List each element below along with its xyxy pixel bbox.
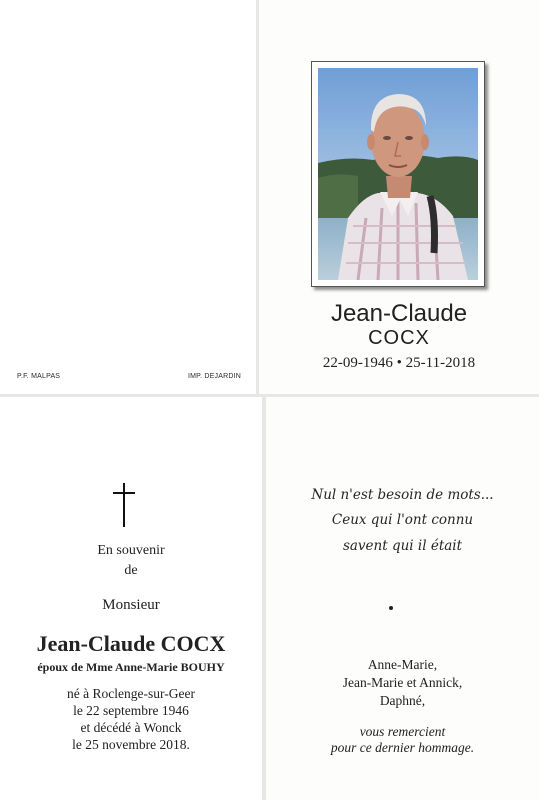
front-dates: 22-09-1946 • 25-11-2018 xyxy=(322,355,476,371)
separator-dot xyxy=(389,606,393,610)
front-first-name: Jean-Claude xyxy=(330,300,468,327)
honorific: Monsieur xyxy=(102,597,160,613)
front-last-name: COCX xyxy=(368,327,430,349)
card-back-panel xyxy=(0,0,256,394)
memorial-line-1: En souvenir xyxy=(97,543,165,558)
latin-cross-icon xyxy=(113,483,135,527)
death-place: et décédé à Wonck xyxy=(80,720,182,735)
thanks-line-2: pour ce dernier hommage. xyxy=(330,740,475,755)
verse-line-2: Ceux qui l'ont connu xyxy=(331,512,474,528)
portrait-frame xyxy=(311,61,485,287)
family-line-1: Anne-Marie, xyxy=(367,657,438,672)
deceased-full-name: Jean-Claude COCX xyxy=(36,631,226,656)
death-date: le 25 novembre 2018. xyxy=(72,737,190,752)
thanks-line-1: vous remercient xyxy=(359,724,446,739)
birth-date: le 22 septembre 1946 xyxy=(73,703,189,718)
family-line-2: Jean-Marie et Annick, xyxy=(342,675,463,690)
printer-credit: IMP. DEJARDIN xyxy=(188,373,242,380)
family-line-3: Daphné, xyxy=(379,693,426,708)
birth-place: né à Roclenge-sur-Geer xyxy=(67,686,195,701)
spouse-line: époux de Mme Anne-Marie BOUHY xyxy=(37,660,225,674)
verse-line-1: Nul n'est besoin de mots... xyxy=(311,487,494,503)
funeral-home-credit: P.F. MALPAS xyxy=(17,373,61,380)
verse-line-3: savent qui il était xyxy=(342,538,463,554)
memorial-line-2: de xyxy=(124,563,138,578)
portrait-photo xyxy=(318,68,478,280)
